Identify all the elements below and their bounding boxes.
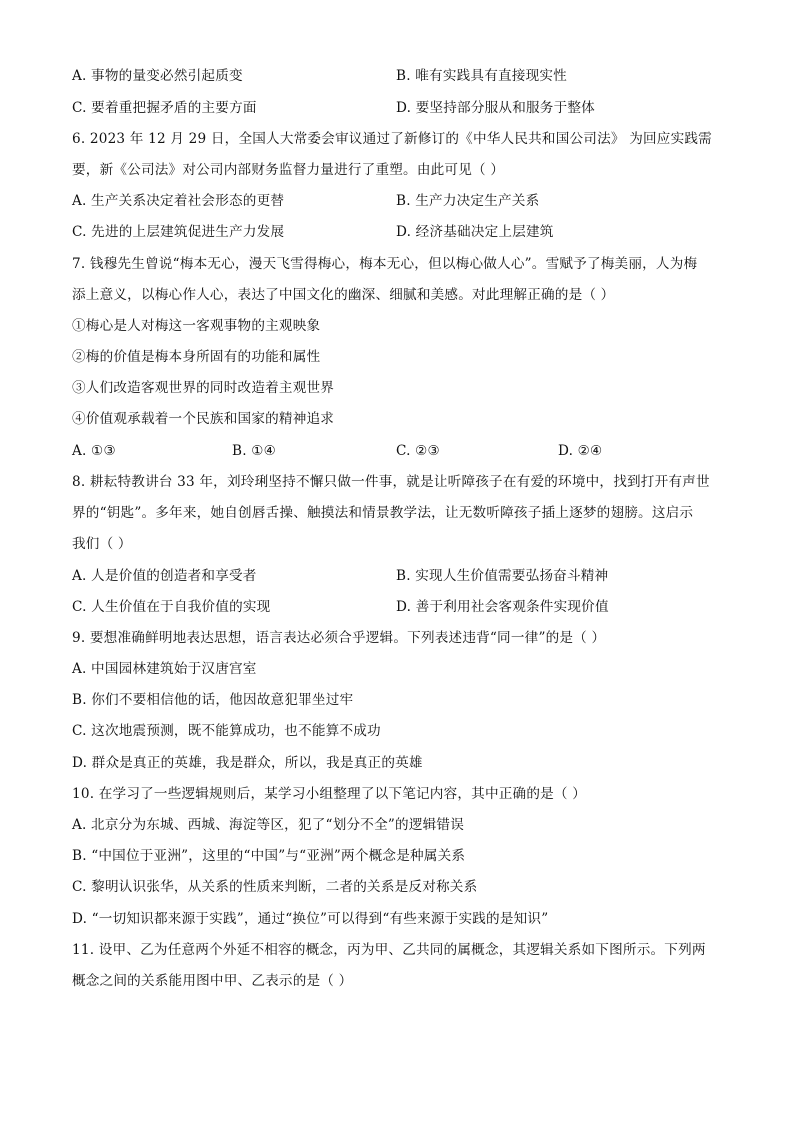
q6-option-b: B. 生产力决定生产关系 bbox=[396, 193, 540, 209]
q11-stem-line1: 11. 设甲、乙为任意两个外延不相容的概念，丙为甲、乙共同的属概念，其逻辑关系如下图所示。下列两 bbox=[72, 942, 706, 958]
q9-option-c: C. 这次地震预测，既不能算成功，也不能算不成功 bbox=[72, 723, 381, 739]
q7-option-c: C. ②③ bbox=[396, 443, 440, 459]
q8-option-d: D. 善于利用社会客观条件实现价值 bbox=[396, 599, 609, 615]
q8-option-a: A. 人是价值的创造者和享受者 bbox=[72, 568, 257, 584]
q6-option-c: C. 先进的上层建筑促进生产力发展 bbox=[72, 224, 285, 240]
q8-stem-line1: 8. 耕耘特教讲台 33 年，刘玲琍坚持不懈只做一件事，就是让听障孩子在有爱的环境中，找到打开有声世 bbox=[72, 474, 710, 490]
q10-option-c: C. 黎明认识张华，从关系的性质来判断，二者的关系是反对称关系 bbox=[72, 879, 478, 895]
q7-option-a: A. ①③ bbox=[72, 443, 116, 459]
q7-item-4: ④价值观承载着一个民族和国家的精神追求 bbox=[72, 411, 335, 427]
q9-option-b: B. 你们不要相信他的话，他因故意犯罪坐过牢 bbox=[72, 692, 354, 708]
q8-option-b: B. 实现人生价值需要弘扬奋斗精神 bbox=[396, 568, 609, 584]
q7-item-1: ①梅心是人对梅这一客观事物的主观映象 bbox=[72, 318, 321, 334]
q9-option-a: A. 中国园林建筑始于汉唐宫室 bbox=[72, 661, 257, 677]
q10-option-a: A. 北京分为东城、西城、海淀等区，犯了“划分不全”的逻辑错误 bbox=[72, 817, 464, 833]
q8-option-c: C. 人生价值在于自我价值的实现 bbox=[72, 599, 271, 615]
q10-option-b: B. “中国位于亚洲”，这里的“中国”与“亚洲”两个概念是种属关系 bbox=[72, 848, 466, 864]
q7-stem-line2: 添上意义，以梅心作人心，表达了中国文化的幽深、细腻和美感。对此理解正确的是（ ） bbox=[72, 287, 615, 303]
q8-stem-line3: 我们（ ） bbox=[72, 536, 132, 552]
q7-option-d: D. ②④ bbox=[558, 443, 603, 459]
q9-option-d: D. 群众是真正的英雄，我是群众，所以，我是真正的英雄 bbox=[72, 755, 423, 771]
q11-stem-line2: 概念之间的关系能用图中甲、乙表示的是（ ） bbox=[72, 973, 353, 989]
q7-item-2: ②梅的价值是梅本身所固有的功能和属性 bbox=[72, 349, 321, 365]
q7-item-3: ③人们改造客观世界的同时改造着主观世界 bbox=[72, 380, 335, 396]
q6-option-a: A. 生产关系决定着社会形态的更替 bbox=[72, 193, 285, 209]
q5-option-a: A. 事物的量变必然引起质变 bbox=[72, 68, 243, 84]
q7-option-b: B. ①④ bbox=[232, 443, 277, 459]
q10-option-d: D. “一切知识都来源于实践”，通过“换位”可以得到“有些来源于实践的是知识” bbox=[72, 911, 549, 927]
q6-stem-line1: 6. 2023 年 12 月 29 日，全国人大常委会审议通过了新修订的《中华人民共和国公司法》 为回应实践需 bbox=[72, 131, 712, 147]
q6-option-d: D. 经济基础决定上层建筑 bbox=[396, 224, 554, 240]
q5-option-c: C. 要着重把握矛盾的主要方面 bbox=[72, 100, 257, 116]
q7-stem-line1: 7. 钱穆先生曾说“梅本无心，漫天飞雪得梅心，梅本无心，但以梅心做人心”。雪赋予了梅美丽，人为梅 bbox=[72, 256, 698, 272]
q5-option-d: D. 要坚持部分服从和服务于整体 bbox=[396, 100, 595, 116]
q6-stem-line2: 要，新《公司法》对公司内部财务监督力量进行了重塑。由此可见（ ） bbox=[72, 162, 505, 178]
q8-stem-line2: 界的“钥匙”。多年来，她自创唇舌操、触摸法和情景教学法，让无数听障孩子插上逐梦的翅膀。这启示 bbox=[72, 505, 694, 521]
q9-stem-line1: 9. 要想准确鲜明地表达思想，语言表达必须合乎逻辑。下列表述违背“同一律”的是（ ） bbox=[72, 630, 606, 646]
q5-option-b: B. 唯有实践具有直接现实性 bbox=[396, 68, 567, 84]
q10-stem-line1: 10. 在学习了一些逻辑规则后，某学习小组整理了以下笔记内容，其中正确的是（ ） bbox=[72, 786, 587, 802]
